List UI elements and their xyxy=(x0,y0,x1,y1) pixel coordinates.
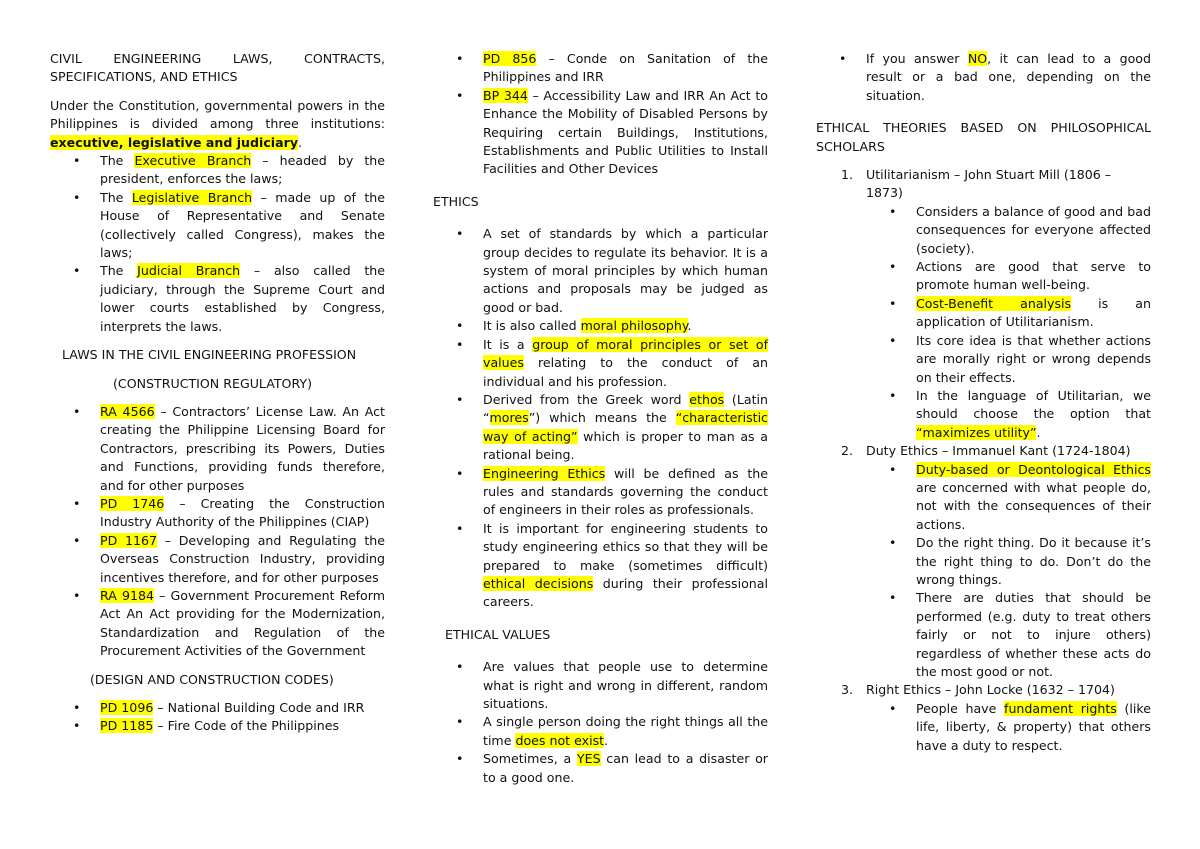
list-item: 1. Utilitarianism – John Stuart Mill (1806 – 1873) • Considers a balance of good and bad consequences for everyone affected (society). • Actions are good that serve to promote human well-being. • Cost-Benefit analysis is an application of Utilitarianism. • Its core idea is that whether actions are morally right or wrong depends on their effects. • In the language of Utilitarian, we should choose the option that “maximizes utility”. xyxy=(866,166,1151,442)
list-item: • RA 4566 – Contractors’ License Law. An Act creating the Philippine Licensing Board for Contractors, prescribing its Powers, Duties and Functions, providing funds therefore, and for other purposes xyxy=(100,403,385,495)
list-item: • Derived from the Greek word ethos (Latin “mores”) which means the “characteristic way of acting” which is proper to man as a rational being. xyxy=(483,391,768,465)
list-item: • Considers a balance of good and bad consequences for everyone affected (society). xyxy=(916,203,1151,258)
list-item: • PD 1746 – Creating the Construction Industry Authority of the Philippines (CIAP) xyxy=(100,495,385,532)
column-2 xyxy=(433,50,768,787)
column-1 xyxy=(50,50,385,736)
list-item: • PD 1096 – National Building Code and IRR xyxy=(100,699,385,717)
list-item: • Sometimes, a YES can lead to a disaster or to a good one. xyxy=(483,750,768,787)
list-item: • BP 344 – Accessibility Law and IRR An Act to Enhance the Mobility of Disabled Persons by Requiring certain Buildings, Institutions, Establishments and Public Utilities to Install Facilities and Other Devices xyxy=(483,87,768,179)
right-ethics-list xyxy=(866,700,1151,755)
list-item: • It is important for engineering students to study engineering ethics so that they will be prepared to make (sometimes difficult) ethical decisions during their professional careers. xyxy=(483,520,768,612)
branches-list xyxy=(50,152,385,336)
list-item: • PD 1167 – Developing and Regulating the Overseas Construction Industry, providing incentives therefore, and for other purposes xyxy=(100,532,385,587)
list-item: • It is also called moral philosophy. xyxy=(483,317,768,335)
list-item: • PD 856 – Conde on Sanitation of the Philippines and IRR xyxy=(483,50,768,87)
design-codes-list xyxy=(50,699,385,736)
theories-list xyxy=(816,166,1151,755)
section-heading-theories: ETHICAL THEORIES BASED ON PHILOSOPHICAL SCHOLARS xyxy=(816,120,1151,154)
list-item: • The Executive Branch – headed by the president, enforces the laws; xyxy=(100,152,385,189)
list-item: • The Judicial Branch – also called the judiciary, through the Supreme Court and lower courts established by Congress, interprets the laws. xyxy=(100,262,385,336)
list-item: • Do the right thing. Do it because it’s the right thing to do. Don’t do the wrong things. xyxy=(916,534,1151,589)
utilitarianism-list xyxy=(866,203,1151,442)
list-item: • In the language of Utilitarian, we should choose the option that “maximizes utility”. xyxy=(916,387,1151,442)
intro-paragraph: Under the Constitution, governmental powers in the Philippines is divided among three institutions: executive, legislative and judiciary. xyxy=(50,97,385,150)
list-item: • Actions are good that serve to promote human well-being. xyxy=(916,258,1151,295)
list-item: • Cost-Benefit analysis is an application of Utilitarianism. xyxy=(916,295,1151,332)
section-heading-values: ETHICAL VALUES xyxy=(445,626,551,642)
list-item: • Engineering Ethics will be defined as the rules and standards governing the conduct of engineers in their roles as professionals. xyxy=(483,465,768,520)
list-item: • Duty-based or Deontological Ethics are concerned with what people do, not with the consequences of their actions. xyxy=(916,461,1151,535)
list-item: 3. Right Ethics – John Locke (1632 – 1704) • People have fundament rights (like life, liberty, & property) that others have a duty to respect. xyxy=(866,681,1151,755)
list-item: • Its core idea is that whether actions are morally right or wrong depends on their effects. xyxy=(916,332,1151,387)
duty-ethics-list xyxy=(866,461,1151,682)
list-item: • If you answer NO, it can lead to a good result or a bad one, depending on the situation. xyxy=(866,50,1151,105)
no-answer-list xyxy=(816,50,1151,105)
section-heading-construction: (CONSTRUCTION REGULATORY) xyxy=(113,375,313,391)
list-item: • Are values that people use to determine what is right and wrong in different, random situations. xyxy=(483,658,768,713)
values-list xyxy=(433,658,768,787)
list-item: • A single person doing the right things all the time does not exist. xyxy=(483,713,768,750)
ethics-list xyxy=(433,225,768,612)
list-item: • PD 1185 – Fire Code of the Philippines xyxy=(100,717,385,735)
list-item: 2. Duty Ethics – Immanuel Kant (1724-1804) • Duty-based or Deontological Ethics are concerned with what people do, not with the consequences of their actions. • Do the right thing. Do it because it’s the right thing to do. Don’t do the wrong things. • There are duties that should be performed (e.g. duty to treat others fairly or not to injure others) regardless of whether these acts do the most good or not. xyxy=(866,442,1151,681)
construction-laws-list xyxy=(50,403,385,661)
document-title: CIVIL ENGINEERING LAWS, CONTRACTS, SPECIFICATIONS, AND ETHICS xyxy=(50,51,385,85)
section-heading-laws: LAWS IN THE CIVIL ENGINEERING PROFESSION xyxy=(62,347,357,363)
list-item: • RA 9184 – Government Procurement Reform Act An Act providing for the Modernization, Standardization and Regulation of the Procurement Activities of the Government xyxy=(100,587,385,661)
column-3 xyxy=(816,50,1151,755)
intro-highlight: executive, legislative and judiciary xyxy=(50,134,299,150)
list-item: • A set of standards by which a particular group decides to regulate its behavior. It is a system of moral principles by which human actions and proposals may be judged as good or bad. xyxy=(483,225,768,317)
codes-continued-list xyxy=(433,50,768,179)
list-item: • It is a group of moral principles or set of values relating to the conduct of an individual and his profession. xyxy=(483,336,768,391)
list-item: • People have fundament rights (like life, liberty, & property) that others have a duty to respect. xyxy=(916,700,1151,755)
list-item: • The Legislative Branch – made up of the House of Representative and Senate (collectively called Congress), makes the laws; xyxy=(100,189,385,263)
section-heading-ethics: ETHICS xyxy=(433,193,479,209)
list-item: • There are duties that should be performed (e.g. duty to treat others fairly or not to injure others) regardless of whether these acts do the most good or not. xyxy=(916,589,1151,681)
section-heading-design: (DESIGN AND CONSTRUCTION CODES) xyxy=(90,671,334,687)
